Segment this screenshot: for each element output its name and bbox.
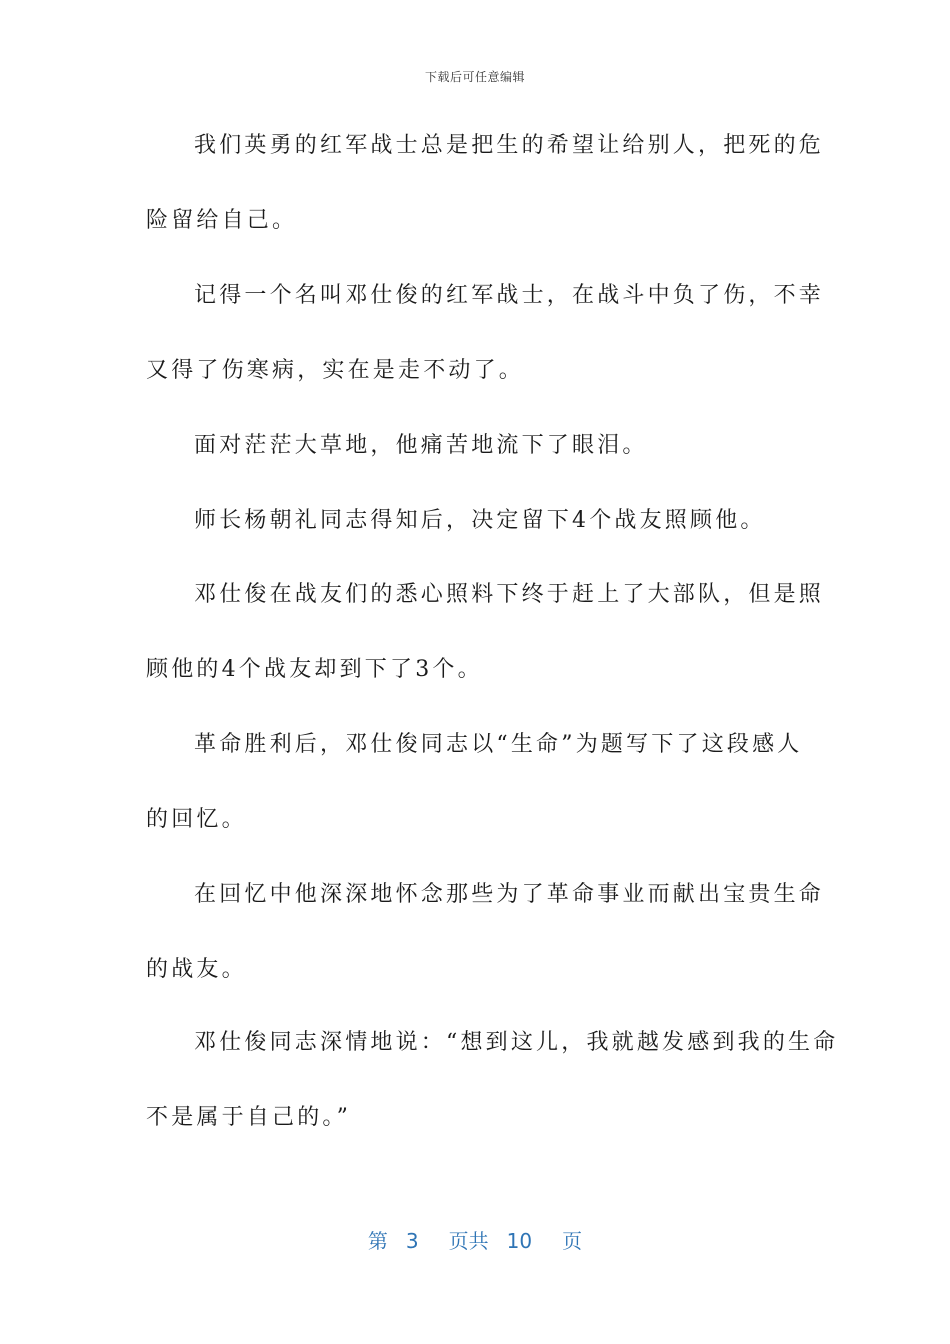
page-header-note: 下载后可任意编辑: [424, 70, 525, 84]
paragraph-1-line-2: 险留给自己。: [146, 208, 298, 233]
footer-prefix: 第: [367, 1229, 388, 1253]
paragraph-5-line-1: 邓仕俊在战友们的悉心照料下终于赶上了大部队，但是照: [194, 582, 825, 607]
paragraph-6-line-1: 革命胜利后，邓仕俊同志以“生命”为题写下了这段感人: [194, 732, 803, 757]
footer-total-pages: 10: [506, 1229, 533, 1253]
footer-middle: 页共: [448, 1229, 489, 1253]
paragraph-5-line-2: 顾他的4个战友却到下了3个。: [146, 657, 483, 682]
footer-suffix: 页: [562, 1229, 583, 1253]
paragraph-8-line-2: 不是属于自己的。”: [146, 1105, 352, 1130]
paragraph-2-line-1: 记得一个名叫邓仕俊的红军战士，在战斗中负了伤，不幸: [194, 283, 825, 308]
page-footer: [0, 1225, 950, 1254]
paragraph-4-line-1: 师长杨朝礼同志得知后，决定留下4个战友照顾他。: [194, 508, 766, 533]
paragraph-6-line-2: 的回忆。: [146, 807, 247, 832]
paragraph-8-line-1: 邓仕俊同志深情地说：“想到这儿，我就越发感到我的生命: [194, 1030, 839, 1055]
paragraph-7-line-2: 的战友。: [146, 957, 247, 982]
footer-current-page: 3: [405, 1229, 419, 1253]
paragraph-2-line-2: 又得了伤寒病，实在是走不动了。: [146, 358, 525, 383]
paragraph-3-line-1: 面对茫茫大草地，他痛苦地流下了眼泪。: [194, 433, 648, 458]
paragraph-7-line-1: 在回忆中他深深地怀念那些为了革命事业而献出宝贵生命: [194, 882, 825, 907]
paragraph-1-line-1: 我们英勇的红军战士总是把生的希望让给别人，把死的危: [194, 133, 825, 158]
